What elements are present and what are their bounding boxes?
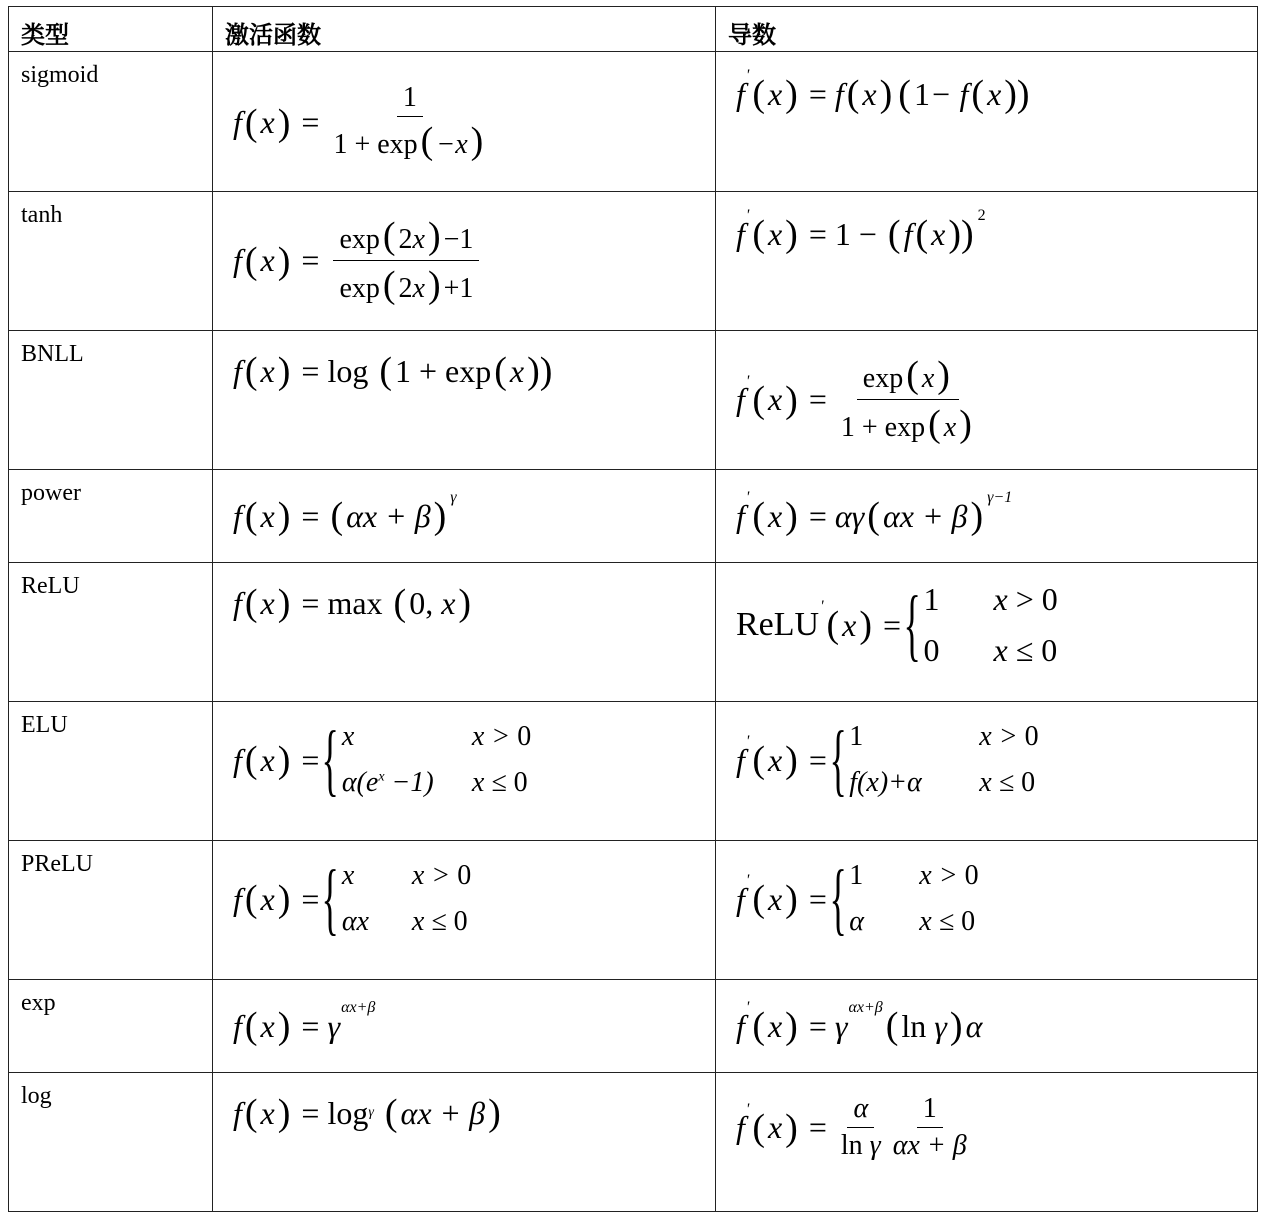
table-row bbox=[9, 52, 1258, 192]
activation-formula: f ( x ) = ( αx + β ) γ bbox=[213, 470, 716, 563]
type-cell: sigmoid bbox=[9, 52, 213, 192]
derivative-formula: f ' ( x ) = { 1 x > 0 α x ≤ 0 bbox=[716, 841, 1258, 980]
type-cell: BNLL bbox=[9, 331, 213, 470]
type-cell: log bbox=[9, 1073, 213, 1212]
type-cell: ELU bbox=[9, 702, 213, 841]
header-derivative: 导数 bbox=[716, 7, 1258, 52]
table-row bbox=[9, 470, 1258, 563]
table-row bbox=[9, 331, 1258, 470]
activation-formula: f ( x ) = $\frac{1}{1 + \exp( -x)}$ bbox=[213, 52, 716, 192]
table-row bbox=[9, 563, 1258, 702]
header-type: 类型 bbox=[9, 7, 213, 52]
table-row bbox=[9, 980, 1258, 1073]
derivative-formula: f ' ( x ) = γ αx+β ( ln γ ) α bbox=[716, 980, 1258, 1073]
activation-formula: f ( x ) = $\frac{\exp( 2x) -1}{\exp( 2x) +1}$ bbox=[213, 192, 716, 331]
table-row bbox=[9, 702, 1258, 841]
derivative-formula: f ' ( x ) = f ( x ) ( 1 − f ( x )) bbox=[716, 52, 1258, 192]
type-cell: power bbox=[9, 470, 213, 563]
table-row bbox=[9, 841, 1258, 980]
activation-formula: f ( x ) = { x x > 0 αx x ≤ 0 bbox=[213, 841, 716, 980]
derivative-formula: f ' ( x ) = $\frac{\exp( x)}{1 + \exp( x)}$ bbox=[716, 331, 1258, 470]
derivative-formula: f ' ( x ) = αγ ( αx + β ) γ−1 bbox=[716, 470, 1258, 563]
header-activation: 激活函数 bbox=[213, 7, 716, 52]
table-row bbox=[9, 1073, 1258, 1212]
derivative-formula: f ' ( x ) = { 1 x > 0 f(x)+α x ≤ 0 bbox=[716, 702, 1258, 841]
derivative-formula: f ' ( x ) = 1 − ( f ( x )) 2 bbox=[716, 192, 1258, 331]
type-cell: PReLU bbox=[9, 841, 213, 980]
activation-formula: f ( x ) = { x x > 0 $\alpha(e^x -1)$ x ≤ 0 bbox=[213, 702, 716, 841]
table-header-row bbox=[9, 7, 1258, 52]
derivative-formula: f ' ( x ) = $\frac{\alpha}{\text{ln γ}}$ $\frac{1}{\alpha x + \beta}$ bbox=[716, 1073, 1258, 1212]
derivative-formula: ReLU ' ( x ) = { 1 x > 0 0 x ≤ 0 bbox=[716, 563, 1258, 702]
activation-formula: f ( x ) = max ( 0, x ) bbox=[213, 563, 716, 702]
activation-function-table bbox=[8, 6, 1258, 1212]
table-row bbox=[9, 192, 1258, 331]
type-cell: tanh bbox=[9, 192, 213, 331]
activation-formula: f ( x ) = log ( 1 + exp ( x )) bbox=[213, 331, 716, 470]
activation-formula: f ( x ) = log γ ( αx + β ) bbox=[213, 1073, 716, 1212]
type-cell: exp bbox=[9, 980, 213, 1073]
type-cell: ReLU bbox=[9, 563, 213, 702]
activation-formula: f ( x ) = γ αx+β bbox=[213, 980, 716, 1073]
